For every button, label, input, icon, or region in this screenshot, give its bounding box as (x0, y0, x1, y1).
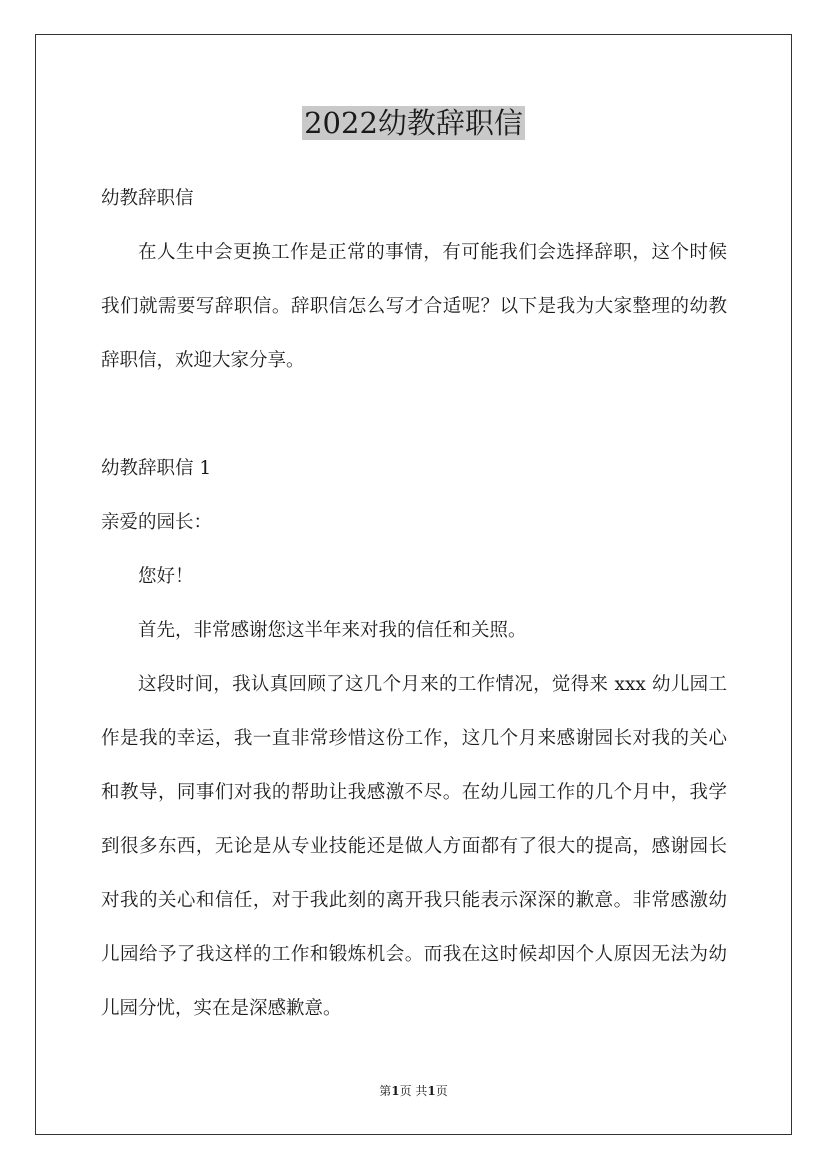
page-footer (0, 1083, 827, 1099)
blank-line (101, 388, 727, 442)
section-heading: 幼教辞职信 1 (101, 458, 212, 479)
letter-greeting: 您好！ (138, 566, 194, 587)
footer-page-suffix: 页 (435, 1084, 448, 1098)
letter-paragraph-2: 这段时间，我认真回顾了这几个月来的工作情况，觉得来 xxx 幼儿园工作是我的幸运，我一直非常珍惜这份工作，这几个月来感谢园长对我的关心和教导，同事们对我的帮助让我感激不尽。在幼儿园工作的几个月中，我学到很多东西，无论是从专业技能还是做人方面都有了很大的提高，感谢园长对我的关心和信任，对于我此刻的离开我只能表示深深的歉意。非常感激幼儿园给予了我这样的工作和锻炼机会。而我在这时候却因个人原因无法为幼儿园分忧，实在是深感歉意。 (101, 674, 727, 1019)
footer-page-mid: 页 共 (399, 1084, 428, 1098)
footer-page-current: 1 (391, 1084, 400, 1098)
document-subtitle: 幼教辞职信 (101, 188, 194, 209)
intro-paragraph: 在人生中会更换工作是正常的事情，有可能我们会选择辞职，这个时候我们就需要写辞职信。辞职信怎么写才合适呢？以下是我为大家整理的幼教辞职信，欢迎大家分享。 (101, 242, 727, 371)
letter-paragraph-1: 首先，非常感谢您这半年来对我的信任和关照。 (138, 620, 527, 641)
footer-page-total: 1 (427, 1084, 436, 1098)
letter-salutation: 亲爱的园长： (101, 512, 213, 533)
document-title-text: 2022幼教辞职信 (304, 106, 523, 140)
footer-page-prefix: 第 (379, 1084, 392, 1098)
document-title (0, 103, 827, 143)
document-body (101, 172, 727, 1036)
